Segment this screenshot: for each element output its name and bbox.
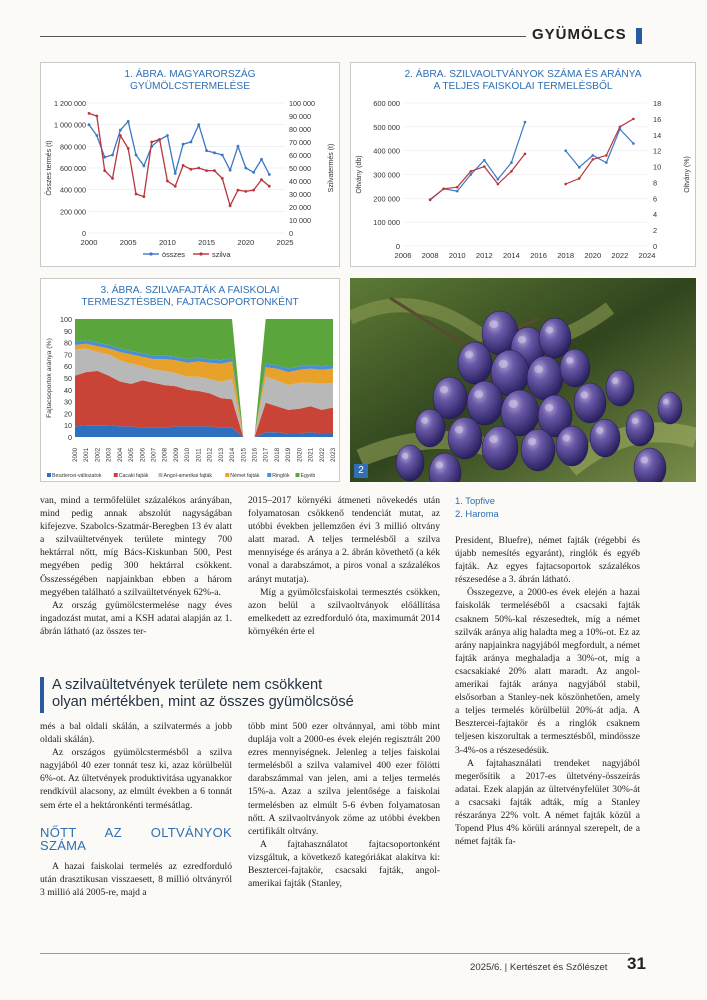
- footer-rule: [40, 953, 630, 954]
- plum-fruit: [527, 356, 563, 400]
- y2-tick-label: 16: [653, 114, 662, 124]
- photo-caption-1: 1. Topfive: [455, 495, 495, 506]
- data-point: [103, 169, 106, 172]
- pull-quote-line2: olyan mértékben, mint az összes gyümölcsösé: [52, 694, 354, 710]
- series-line-percent: [430, 154, 525, 200]
- x-tick-label: 2025: [276, 238, 294, 247]
- y2-tick-label: 6: [653, 194, 658, 204]
- data-point: [158, 138, 161, 141]
- data-point: [119, 129, 122, 132]
- pull-quote: [40, 677, 440, 711]
- y-tick-label: 20: [64, 409, 72, 419]
- plum-highlight: [632, 418, 639, 424]
- paragraph: 2015–2017 környéki átmeneti növekedés után folyamatosan csökkenő tendenciát mutat, az utóbbi években jellemzően évi 3 millió oltvány alatt marad. A teljes termelésből a szilva mennyisége és aránya a 2. ábrán követhető (a kék vonal a darabszámot, a piros vonal a százalékos arányt mutatja).: [248, 495, 440, 585]
- plum-fruit: [482, 426, 518, 470]
- x-tick-label: 2020: [584, 251, 602, 260]
- x-tick-label: 2024: [638, 251, 656, 260]
- paragraph: van, mind a termőfelület százalékos arányában, mind pedig annak abszolút nagyságában kifejezve. Szabolcs-Szatmár-Beregben 13 év alatt a szilvaültetvények területe mintegy 700 hektárral nőtt, míg Bács-Kiskunban 500, Pest megyében pedig 300 hektárral csökkent. Összességében napjainkban ebben a három megyében található a szilvaültetvények 62%-a.: [40, 495, 232, 598]
- data-point: [190, 168, 193, 171]
- legend-marker-total: [149, 252, 152, 255]
- data-point: [174, 172, 177, 175]
- plum-fruit: [626, 410, 654, 446]
- y-tick-label: 800 000: [60, 142, 86, 152]
- plum-fruit: [658, 392, 682, 424]
- y-tick-label: 300 000: [373, 170, 400, 180]
- plum-highlight: [518, 336, 527, 344]
- y-tick-label: 0: [395, 242, 400, 251]
- paragraph: més a bal oldali skálán, a szilvatermés a jobb oldali skálán).: [40, 721, 232, 746]
- y2-tick-label: 50 000: [289, 164, 311, 173]
- plum-highlight: [534, 365, 543, 373]
- data-point: [88, 112, 91, 115]
- x-tick-label: 2006: [394, 251, 412, 260]
- x-tick-label: 2010: [448, 251, 466, 260]
- data-point: [229, 204, 232, 207]
- section-title: GYÜMÖLCS: [526, 26, 633, 43]
- y2-tick-label: 20 000: [289, 203, 311, 212]
- data-point: [213, 151, 216, 154]
- data-point: [213, 169, 216, 172]
- x-tick-label: 2016: [251, 447, 259, 462]
- y-tick-label: 1 200 000: [54, 99, 86, 108]
- data-point: [244, 190, 247, 193]
- y2-tick-label: 10: [653, 162, 662, 172]
- legend-swatch: [267, 473, 271, 477]
- column-2-bottom: [248, 720, 440, 890]
- data-point: [205, 169, 208, 172]
- paragraph: Az ország gyümölcstermelése nagy éves ingadozást mutat, ami a KSH adatai alapján az 1. ábrán látható (az összes ter-: [40, 599, 232, 637]
- chart-1-title-line1: 1. ÁBRA. MAGYARORSZÁG: [124, 69, 256, 80]
- data-point: [205, 149, 208, 152]
- y-tick-label: 100: [60, 315, 72, 324]
- y2-tick-label: 90 000: [289, 112, 311, 121]
- plum-fruit: [521, 429, 555, 471]
- y-axis-label: Fajtacsoportok aránya (%): [46, 338, 53, 418]
- y2-tick-label: 0: [653, 242, 658, 251]
- y-tick-label: 40: [64, 385, 72, 395]
- x-tick-label: 2008: [161, 447, 169, 462]
- data-point: [244, 167, 247, 170]
- x-tick-label: 2000: [72, 447, 79, 462]
- y2-tick-label: 0: [289, 229, 293, 238]
- y-axis-label: Oltvány (db): [356, 155, 363, 194]
- data-point: [135, 193, 138, 196]
- x-tick-label: 2007: [150, 447, 158, 462]
- x-tick-label: 2001: [83, 447, 91, 462]
- page-number: 31: [627, 954, 646, 973]
- data-point: [221, 177, 224, 180]
- data-point: [237, 189, 240, 192]
- column-3: [455, 494, 640, 848]
- y2-tick-label: 100 000: [289, 99, 315, 108]
- plum-highlight: [489, 435, 498, 443]
- legend-swatch: [47, 473, 51, 477]
- data-point: [166, 180, 169, 183]
- plum-highlight: [455, 426, 464, 434]
- data-point: [135, 154, 138, 157]
- paragraph: Míg a gyümölcsfaiskolai termesztés csökken, azon belül a szilvaoltványok előállítása emelkedett az ezredforduló óta, maximumát 2014 környékén érte el: [248, 586, 440, 637]
- data-point: [260, 178, 263, 181]
- x-tick-label: 2017: [262, 447, 270, 462]
- plum-fruit: [458, 342, 492, 384]
- plum-highlight: [440, 386, 449, 394]
- plum-highlight: [421, 417, 429, 424]
- paragraph: A hazai faiskolai termelés az ezredforduló után drasztikusan visszaesett, 8 millió oltványról 3 millió alá 2005-re, majd a: [40, 860, 232, 899]
- plum-highlight: [474, 390, 483, 398]
- legend-label: Cacaki fajták: [118, 473, 149, 479]
- paragraph: President, Bluefre), német fajták (régebbi és újabb nemesítés egyaránt), ringlók és egyéb fajták. Az egyes fajtacsoportok százalékos részesedése a 3. ábrán látható.: [455, 535, 640, 586]
- series-line-count: [566, 129, 634, 167]
- paragraph: több mint 500 ezer oltvánnyal, ami több mint duplája volt a 2000-es évek elején regisztrált 200 ezres mennyiségnek. Jelenleg a teljes faiskolai termelésből a szilva valamivel 400 ezer fölötti darabszámmal van jelen, ami a teljes termelés 15%-a. Azaz a szilva jelentősége a faiskolai termelésben az elmúlt 5-6 évben folyamatosan nőtt. A szilvaoltványok zöme az utóbbi években certifikált oltvány.: [248, 721, 440, 837]
- section-marker: [636, 28, 642, 44]
- y2-tick-label: 12: [653, 146, 662, 156]
- data-point: [103, 156, 106, 159]
- x-tick-label: 2022: [318, 447, 326, 462]
- legend-swatch: [114, 473, 118, 477]
- chart-2: [350, 62, 696, 267]
- data-point: [111, 177, 114, 180]
- plum-highlight: [580, 391, 588, 398]
- x-tick-label: 2014: [229, 447, 237, 462]
- chart-2-title-line2: A TELJES FAISKOLAI TERMELÉSBŐL: [433, 81, 613, 92]
- data-point: [182, 164, 185, 167]
- legend-swatch: [225, 473, 229, 477]
- series-line-total: [89, 121, 269, 174]
- pull-quote-line1: A szilvaültetvények területe nem csökkent: [52, 677, 323, 693]
- legend-label: Besztercei-változatok: [52, 473, 102, 479]
- x-tick-label: 2003: [105, 447, 113, 462]
- data-point: [237, 145, 240, 148]
- y2-tick-label: 30 000: [289, 190, 311, 199]
- paragraph: Az országos gyümölcstermésből a szilva nagyjából 40 ezer tonnát tesz ki, azaz körülbelül 6%-ot. Az ültetvények produktivitása ugyanakkor rendkívül alacsony, az elmúlt években a 6 tonnát sem érte el a hektáronkénti termésátlag.: [40, 747, 232, 811]
- data-point: [88, 123, 91, 126]
- x-tick-label: 2022: [611, 251, 629, 260]
- x-tick-label: 2010: [158, 238, 176, 247]
- y2-axis-label: Oltvány (%): [684, 156, 691, 193]
- paragraph: A fajtahasználati trendeket nagyjából megerősítik a 2017-es ültetvény-összeírás adatai. Ezek alapján az ültetvényfelület 30%-át a csacsaki fajták adták, míg a Stanley részaránya 22% volt. A német fajták közül a Topend Plus 4% körüli aránnyal szerepelt, de a német fajták fa-: [455, 757, 640, 848]
- data-point: [268, 173, 271, 176]
- x-tick-label: 2000: [80, 238, 98, 247]
- x-tick-label: 2010: [184, 447, 192, 462]
- y-tick-label: 60: [64, 362, 72, 372]
- x-tick-label: 2021: [307, 447, 315, 462]
- x-tick-label: 2005: [119, 238, 137, 247]
- x-tick-label: 2018: [273, 447, 281, 462]
- x-tick-label: 2020: [296, 447, 304, 462]
- data-point: [111, 154, 114, 157]
- y-tick-label: 200 000: [60, 207, 86, 217]
- plum-highlight: [545, 404, 554, 412]
- y2-tick-label: 40 000: [289, 177, 311, 186]
- x-tick-label: 2012: [475, 251, 493, 260]
- plum-fruit: [467, 381, 503, 425]
- chart-2-title-line1: 2. ÁBRA. SZILVAOLTVÁNYOK SZÁMA ÉS ARÁNYA: [404, 69, 642, 80]
- chart-1: [40, 62, 340, 267]
- data-point: [252, 189, 255, 192]
- y2-tick-label: 8: [653, 178, 658, 188]
- column-1-bottom: [40, 720, 232, 899]
- plum-fruit: [556, 426, 588, 466]
- y-tick-label: 400 000: [60, 185, 86, 195]
- y2-tick-label: 2: [653, 226, 658, 236]
- y2-tick-label: 80 000: [289, 125, 311, 134]
- plum-fruit: [396, 445, 424, 481]
- data-point: [197, 167, 200, 170]
- plum-highlight: [489, 320, 498, 328]
- data-point: [95, 134, 98, 137]
- legend-label: Ringlók: [272, 473, 290, 479]
- legend-label: Egyéb: [300, 473, 316, 479]
- legend-label-plum: szilva: [212, 250, 231, 259]
- data-point: [166, 134, 169, 137]
- plum-highlight: [663, 399, 669, 405]
- plum-highlight: [566, 357, 574, 364]
- x-tick-label: 2012: [206, 447, 214, 462]
- x-tick-label: 2006: [139, 447, 147, 462]
- y-tick-label: 400 000: [373, 146, 400, 156]
- photo-caption-2: 2. Haroma: [455, 508, 499, 519]
- legend-swatch: [296, 473, 300, 477]
- data-point: [260, 158, 263, 161]
- data-point: [190, 141, 193, 144]
- data-point: [229, 169, 232, 172]
- y2-tick-label: 60 000: [289, 151, 311, 160]
- x-tick-label: 2016: [530, 251, 548, 260]
- data-point: [127, 147, 130, 150]
- section-heading: NŐTT AZ OLTVÁNYOK SZÁMA: [40, 824, 232, 853]
- plum-fruit: [590, 419, 620, 457]
- legend-swatch: [159, 473, 163, 477]
- y-tick-label: 50: [64, 374, 72, 383]
- plum-highlight: [545, 326, 553, 333]
- plum-fruit: [560, 349, 590, 387]
- x-tick-label: 2023: [330, 447, 337, 462]
- x-tick-label: 2011: [195, 448, 203, 462]
- data-point: [150, 141, 153, 144]
- y-tick-label: 80: [64, 338, 72, 348]
- data-point: [127, 120, 130, 123]
- chart-2-plot: [351, 63, 696, 267]
- chart-3-plot: [41, 279, 340, 482]
- legend-label: Német fajták: [230, 473, 260, 479]
- y2-tick-label: 18: [653, 99, 662, 108]
- x-tick-label: 2004: [116, 447, 124, 462]
- plum-fruit: [448, 417, 482, 459]
- plum-fruit: [539, 318, 571, 358]
- plum-photo-illustration: [350, 278, 696, 482]
- data-point: [142, 164, 145, 167]
- data-point: [252, 171, 255, 174]
- plum-highlight: [465, 351, 474, 359]
- column-1-top: [40, 494, 232, 638]
- legend-label: Angol-amerikai fajták: [163, 473, 212, 479]
- y2-tick-label: 14: [653, 130, 662, 140]
- chart-3: [40, 278, 340, 482]
- y2-tick-label: 10 000: [289, 216, 311, 225]
- data-point: [95, 115, 98, 118]
- y-axis-label: Összes termés (t): [46, 140, 53, 196]
- y-tick-label: 70: [64, 350, 72, 360]
- y-tick-label: 90: [64, 326, 72, 336]
- x-tick-label: 2002: [94, 447, 102, 462]
- x-tick-label: 2015: [240, 447, 248, 462]
- plum-highlight: [509, 400, 518, 408]
- plum-highlight: [640, 456, 648, 463]
- chart-1-title-line2: GYÜMÖLCSTERMELÉSE: [129, 81, 250, 92]
- y-tick-label: 30: [64, 397, 72, 407]
- x-tick-label: 2015: [198, 238, 216, 247]
- column-2-top: [248, 494, 440, 638]
- paragraph: A fajtahasználatot fajtacsoportonként vizsgáltuk, a következő kategóriákat alakítva ki: Besztercei-fajtakör, csacsaki fajták, angol-amerikai fajták (Stanley,: [248, 838, 440, 890]
- chart-1-plot: [41, 63, 340, 267]
- chart-3-title-line2: TERMESZTÉSBEN, FAJTACSOPORTONKÉNT: [81, 297, 299, 308]
- plum-highlight: [562, 434, 570, 441]
- plum-highlight: [528, 438, 537, 446]
- data-point: [221, 154, 224, 157]
- plum-highlight: [402, 453, 409, 459]
- x-tick-label: 2009: [172, 447, 180, 462]
- x-tick-label: 2014: [502, 251, 520, 260]
- plum-highlight: [612, 378, 619, 384]
- data-point: [142, 195, 145, 198]
- y-tick-label: 200 000: [373, 194, 400, 204]
- plum-fruit: [415, 409, 445, 447]
- y-tick-label: 0: [68, 433, 72, 442]
- y-tick-label: 600 000: [60, 164, 86, 173]
- footer-issue: 2025/6. | Kertészet és Szőlészet: [470, 962, 608, 973]
- y2-axis-label: Szilvatermés (t): [328, 143, 335, 193]
- plum-photo: [350, 278, 696, 482]
- y2-tick-label: 4: [653, 210, 658, 220]
- x-tick-label: 2008: [421, 251, 439, 260]
- plum-fruit: [574, 383, 606, 423]
- x-tick-label: 2005: [128, 447, 136, 462]
- x-tick-label: 2020: [237, 238, 255, 247]
- data-point: [174, 185, 177, 188]
- y-tick-label: 0: [82, 229, 86, 238]
- data-point: [197, 123, 200, 126]
- x-tick-label: 2013: [217, 447, 225, 462]
- x-tick-label: 2019: [285, 447, 293, 462]
- legend-marker-plum: [199, 252, 202, 255]
- plum-highlight: [596, 427, 604, 434]
- legend-label-total: összes: [162, 250, 186, 259]
- y-tick-label: 500 000: [373, 122, 400, 132]
- photo-badge: 2: [354, 464, 368, 478]
- plum-highlight: [435, 461, 443, 468]
- y-tick-label: 10: [64, 421, 72, 431]
- x-tick-label: 2018: [557, 251, 575, 260]
- plum-fruit: [606, 370, 634, 406]
- data-point: [119, 134, 122, 137]
- data-point: [268, 185, 271, 188]
- y-tick-label: 1 000 000: [54, 120, 86, 130]
- plum-highlight: [499, 360, 509, 368]
- y2-tick-label: 70 000: [289, 138, 311, 147]
- y-tick-label: 600 000: [373, 99, 400, 108]
- data-point: [182, 143, 185, 146]
- chart-3-title-line1: 3. ÁBRA. SZILVAFAJTÁK A FAISKOLAI: [100, 285, 280, 296]
- y-tick-label: 100 000: [373, 218, 400, 228]
- paragraph: Összegezve, a 2000-es évek elején a hazai faiskolák termeléséből a csacsaki fajták csaknem 50%-kal részesedtek, míg a német szilvák aránya alig haladta meg a 10%-ot. Ez az arány napjainkra nagyjából megfordult, a német fajták aránya meghaladja a 30%-ot, míg a csacsakiaké 20% alatt maradt. Az angol-amerikai fajták aránya nagyjából stabil, elsősorban a Stanley-nek köszönhetően, amely a teljes termelés körülbelül 20%-át adja. A Besztercei-fajtakör és a ringlók csaknem teljesen kiszorultak a termesztésből, mindössze 3-4%-os a részesedésük.: [455, 587, 640, 756]
